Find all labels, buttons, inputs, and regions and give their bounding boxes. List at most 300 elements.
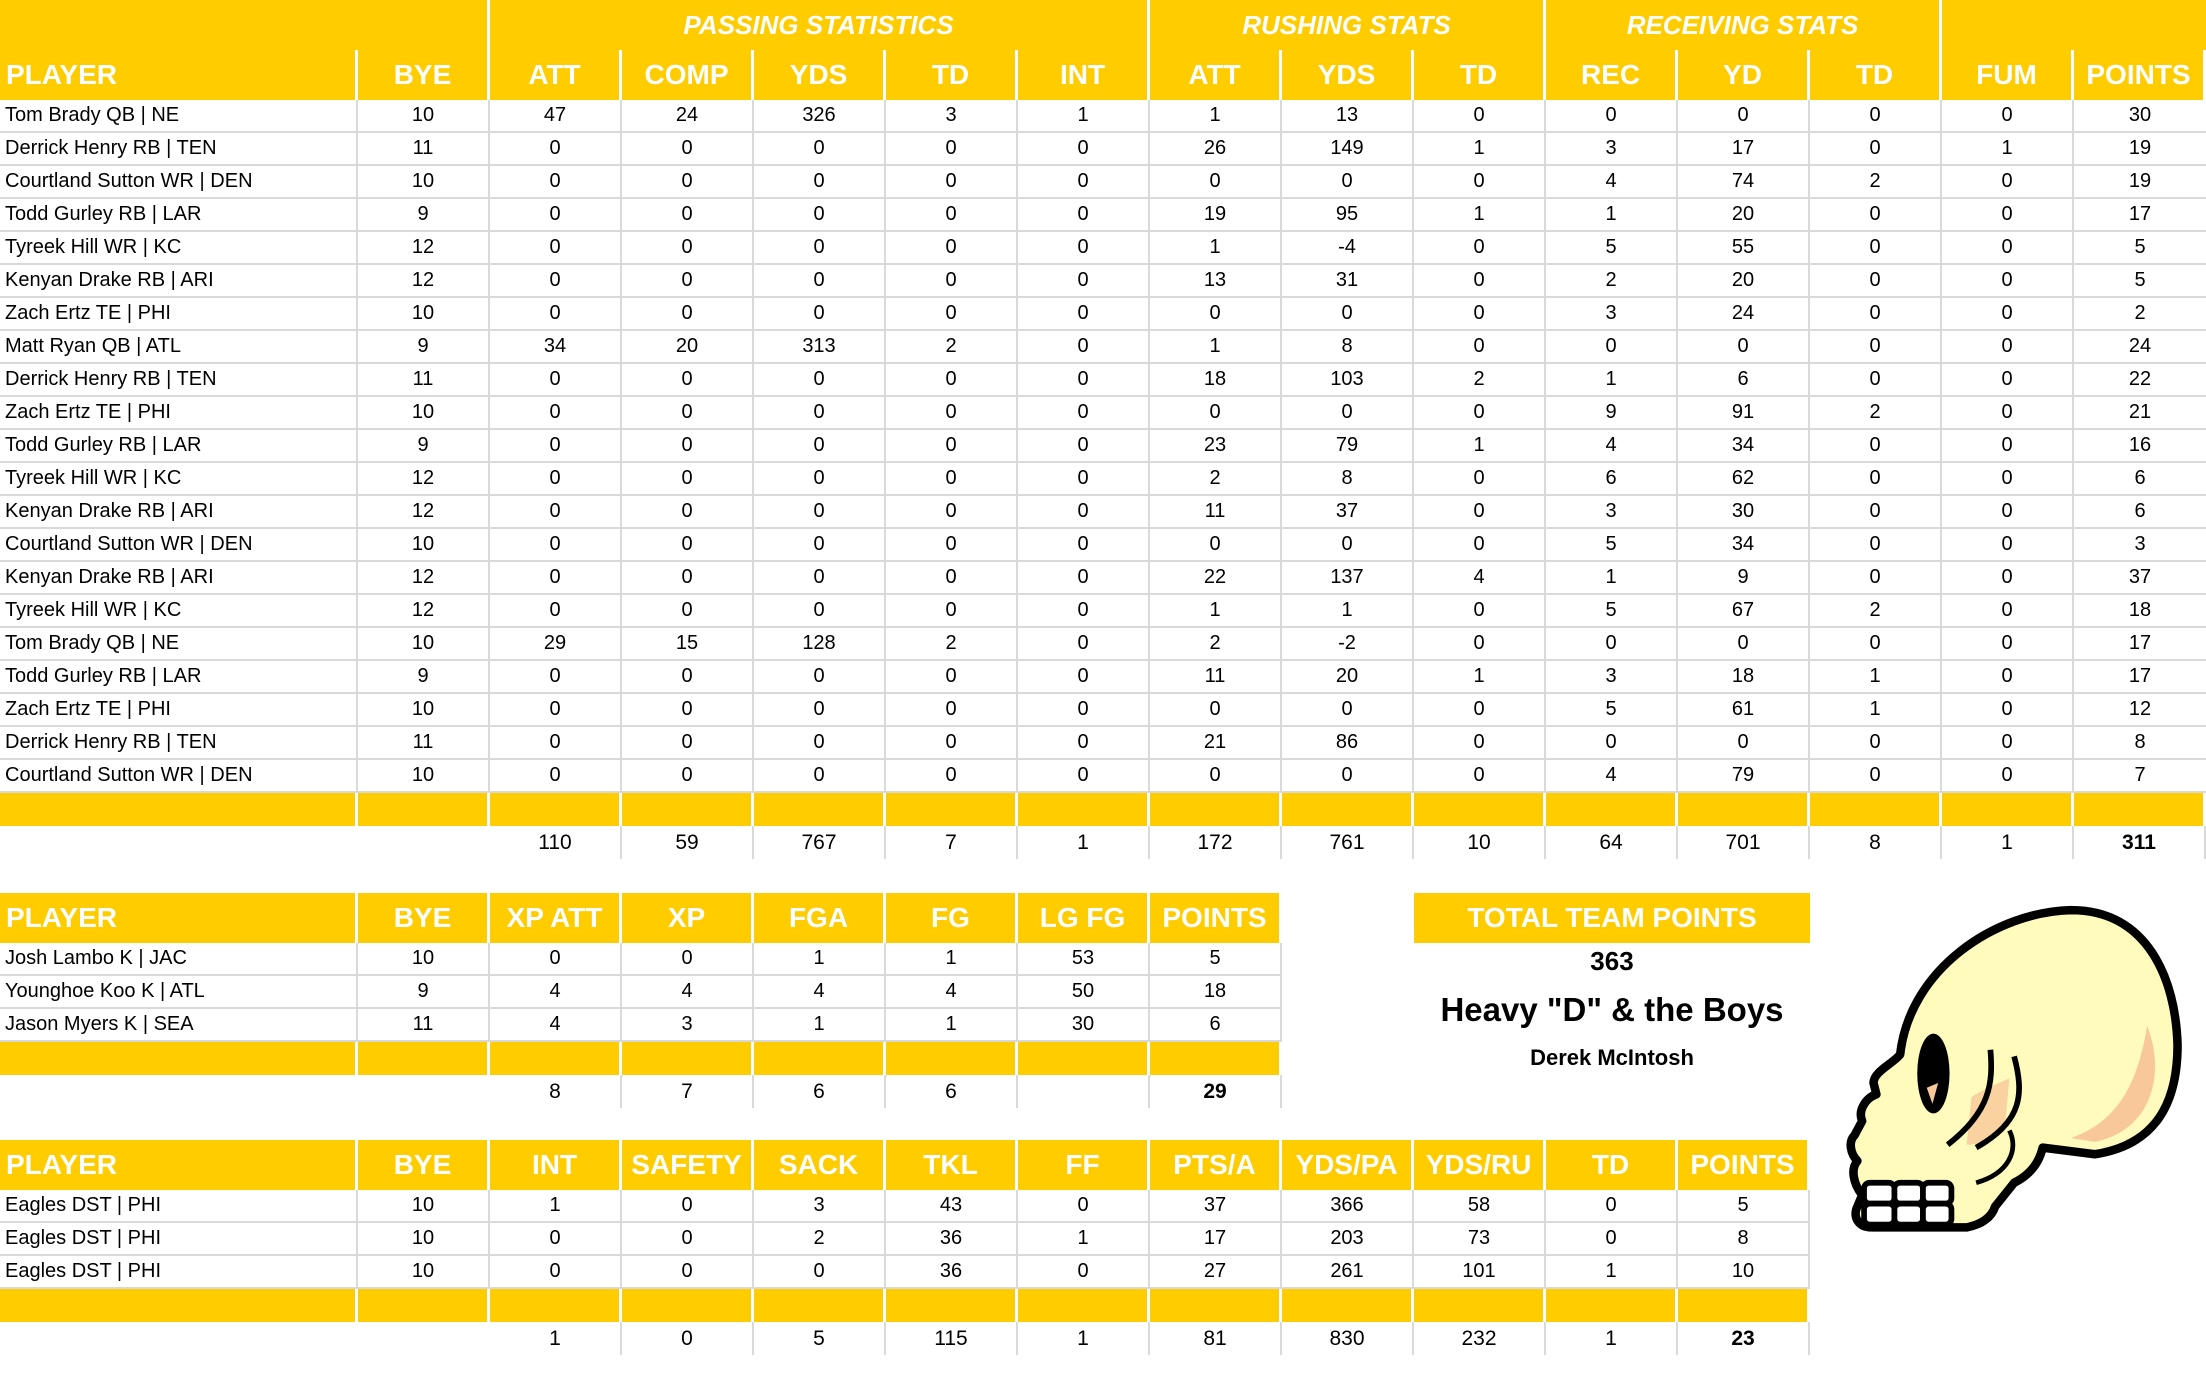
stat-cell-int[interactable]: 0 (1018, 199, 1150, 232)
stat-cell-att[interactable]: 0 (490, 232, 622, 265)
stat-cell-yds[interactable]: 0 (754, 661, 886, 694)
stat-cell-comp[interactable]: 0 (622, 265, 754, 298)
stat-cell-points[interactable]: 30 (2074, 100, 2206, 133)
stat-cell-comp[interactable]: 0 (622, 463, 754, 496)
stat-cell-att[interactable]: 0 (490, 199, 622, 232)
stat-cell-yds-ru[interactable]: 58 (1414, 1190, 1546, 1223)
stat-cell-rec[interactable]: 3 (1546, 661, 1678, 694)
stat-cell-yd[interactable]: 0 (1678, 331, 1810, 364)
stat-cell-att[interactable]: 1 (1150, 100, 1282, 133)
stat-cell-td[interactable]: 0 (1810, 529, 1942, 562)
stat-cell-td[interactable]: 0 (1414, 694, 1546, 727)
stat-cell-tkl[interactable]: 43 (886, 1190, 1018, 1223)
stat-cell-td[interactable]: 1 (1414, 430, 1546, 463)
stat-cell-points[interactable]: 8 (1678, 1223, 1810, 1256)
stat-cell-fga[interactable]: 4 (754, 976, 886, 1009)
stat-cell-att[interactable]: 18 (1150, 364, 1282, 397)
stat-cell-yds-pa[interactable]: 366 (1282, 1190, 1414, 1223)
stat-cell-points[interactable]: 22 (2074, 364, 2206, 397)
stat-cell-td[interactable]: 0 (886, 298, 1018, 331)
stat-cell-td[interactable]: 2 (886, 331, 1018, 364)
stat-cell-ff[interactable]: 0 (1018, 1190, 1150, 1223)
stat-cell-comp[interactable]: 0 (622, 298, 754, 331)
column-header-safety[interactable]: SAFETY (622, 1140, 754, 1190)
stat-cell-yds[interactable]: 0 (754, 232, 886, 265)
stat-cell-fum[interactable]: 0 (1942, 496, 2074, 529)
stat-cell-yd[interactable]: 34 (1678, 430, 1810, 463)
player-name-cell[interactable]: Tom Brady QB | NE (0, 100, 358, 133)
stat-cell-points[interactable]: 37 (2074, 562, 2206, 595)
stat-cell-yds[interactable]: 37 (1282, 496, 1414, 529)
stat-cell-rec[interactable]: 5 (1546, 232, 1678, 265)
stat-cell-yds[interactable]: -4 (1282, 232, 1414, 265)
stat-cell-points[interactable]: 18 (1150, 976, 1282, 1009)
stat-cell-td[interactable]: 1 (1810, 694, 1942, 727)
column-header-ff[interactable]: FF (1018, 1140, 1150, 1190)
stat-cell-lg-fg[interactable]: 50 (1018, 976, 1150, 1009)
stat-cell-points[interactable]: 24 (2074, 331, 2206, 364)
stat-cell-yds-ru[interactable]: 73 (1414, 1223, 1546, 1256)
player-name-cell[interactable]: Kenyan Drake RB | ARI (0, 562, 358, 595)
stat-cell-bye[interactable]: 12 (358, 463, 490, 496)
stat-cell-comp[interactable]: 15 (622, 628, 754, 661)
stat-cell-yds[interactable]: 137 (1282, 562, 1414, 595)
player-name-cell[interactable]: Tyreek Hill WR | KC (0, 595, 358, 628)
stat-cell-yds[interactable]: 0 (754, 199, 886, 232)
stat-cell-yds[interactable]: 128 (754, 628, 886, 661)
stat-cell-yds[interactable]: 20 (1282, 661, 1414, 694)
stat-cell-att[interactable]: 1 (1150, 331, 1282, 364)
column-header-player[interactable]: PLAYER (0, 893, 358, 943)
stat-cell-yds[interactable]: 313 (754, 331, 886, 364)
stat-cell-att[interactable]: 11 (1150, 496, 1282, 529)
stat-cell-lg-fg[interactable]: 53 (1018, 943, 1150, 976)
column-header-int[interactable]: INT (1018, 50, 1150, 100)
column-header-sack[interactable]: SACK (754, 1140, 886, 1190)
stat-cell-att[interactable]: 0 (490, 364, 622, 397)
stat-cell-td[interactable]: 0 (1810, 100, 1942, 133)
stat-cell-int[interactable]: 0 (490, 1223, 622, 1256)
stat-cell-bye[interactable]: 11 (358, 133, 490, 166)
stat-cell-bye[interactable]: 12 (358, 265, 490, 298)
stat-cell-td[interactable]: 0 (1414, 100, 1546, 133)
player-name-cell[interactable]: Jason Myers K | SEA (0, 1009, 358, 1042)
stat-cell-rec[interactable]: 0 (1546, 727, 1678, 760)
stat-cell-fum[interactable]: 0 (1942, 628, 2074, 661)
column-header-yds-pa[interactable]: YDS/PA (1282, 1140, 1414, 1190)
stat-cell-int[interactable]: 1 (490, 1190, 622, 1223)
stat-cell-td[interactable]: 0 (886, 760, 1018, 793)
stat-cell-sack[interactable]: 3 (754, 1190, 886, 1223)
stat-cell-ff[interactable]: 0 (1018, 1256, 1150, 1289)
stat-cell-att[interactable]: 0 (490, 529, 622, 562)
column-header-player[interactable]: PLAYER (0, 1140, 358, 1190)
column-header-int[interactable]: INT (490, 1140, 622, 1190)
stat-cell-int[interactable]: 0 (1018, 265, 1150, 298)
stat-cell-yds[interactable]: 0 (1282, 166, 1414, 199)
stat-cell-bye[interactable]: 10 (358, 166, 490, 199)
stat-cell-yd[interactable]: 0 (1678, 628, 1810, 661)
stat-cell-rec[interactable]: 1 (1546, 562, 1678, 595)
stat-cell-td[interactable]: 2 (886, 628, 1018, 661)
stat-cell-comp[interactable]: 0 (622, 430, 754, 463)
stat-cell-bye[interactable]: 9 (358, 430, 490, 463)
stat-cell-comp[interactable]: 0 (622, 364, 754, 397)
stat-cell-comp[interactable]: 0 (622, 199, 754, 232)
stat-cell-int[interactable]: 0 (1018, 463, 1150, 496)
stat-cell-yds[interactable]: 0 (754, 595, 886, 628)
stat-cell-bye[interactable]: 11 (358, 727, 490, 760)
stat-cell-att[interactable]: 21 (1150, 727, 1282, 760)
stat-cell-yds[interactable]: 0 (754, 562, 886, 595)
stat-cell-td[interactable]: 1 (1414, 133, 1546, 166)
stat-cell-points[interactable]: 6 (2074, 463, 2206, 496)
stat-cell-td[interactable]: 0 (1810, 562, 1942, 595)
stat-cell-yds[interactable]: 8 (1282, 331, 1414, 364)
stat-cell-att[interactable]: 0 (490, 595, 622, 628)
stat-cell-att[interactable]: 11 (1150, 661, 1282, 694)
stat-cell-td[interactable]: 0 (1810, 727, 1942, 760)
stat-cell-td[interactable]: 0 (1546, 1190, 1678, 1223)
stat-cell-points[interactable]: 6 (2074, 496, 2206, 529)
column-header-rec[interactable]: REC (1546, 50, 1678, 100)
stat-cell-fum[interactable]: 1 (1942, 133, 2074, 166)
stat-cell-yds-ru[interactable]: 101 (1414, 1256, 1546, 1289)
stat-cell-int[interactable]: 0 (1018, 661, 1150, 694)
stat-cell-yds[interactable]: 0 (754, 364, 886, 397)
stat-cell-fum[interactable]: 0 (1942, 760, 2074, 793)
stat-cell-td[interactable]: 0 (886, 595, 1018, 628)
stat-cell-yd[interactable]: 67 (1678, 595, 1810, 628)
stat-cell-att[interactable]: 2 (1150, 463, 1282, 496)
stat-cell-att[interactable]: 1 (1150, 232, 1282, 265)
stat-cell-points[interactable]: 21 (2074, 397, 2206, 430)
stat-cell-int[interactable]: 0 (1018, 364, 1150, 397)
stat-cell-yd[interactable]: 9 (1678, 562, 1810, 595)
stat-cell-fg[interactable]: 1 (886, 943, 1018, 976)
stat-cell-td[interactable]: 0 (1414, 463, 1546, 496)
stat-cell-rec[interactable]: 6 (1546, 463, 1678, 496)
stat-cell-td[interactable]: 0 (1810, 760, 1942, 793)
stat-cell-fga[interactable]: 1 (754, 943, 886, 976)
stat-cell-att[interactable]: 0 (1150, 529, 1282, 562)
stat-cell-rec[interactable]: 0 (1546, 628, 1678, 661)
player-name-cell[interactable]: Courtland Sutton WR | DEN (0, 760, 358, 793)
stat-cell-att[interactable]: 0 (490, 133, 622, 166)
column-header-player[interactable]: PLAYER (0, 50, 358, 100)
stat-cell-yd[interactable]: 18 (1678, 661, 1810, 694)
player-name-cell[interactable]: Matt Ryan QB | ATL (0, 331, 358, 364)
stat-cell-xp-att[interactable]: 4 (490, 1009, 622, 1042)
stat-cell-yds[interactable]: 0 (1282, 397, 1414, 430)
stat-cell-int[interactable]: 0 (1018, 166, 1150, 199)
stat-cell-yds[interactable]: 0 (1282, 529, 1414, 562)
stat-cell-yd[interactable]: 91 (1678, 397, 1810, 430)
stat-cell-td[interactable]: 0 (1810, 496, 1942, 529)
stat-cell-comp[interactable]: 24 (622, 100, 754, 133)
stat-cell-yd[interactable]: 17 (1678, 133, 1810, 166)
column-header-yd[interactable]: YD (1678, 50, 1810, 100)
stat-cell-fum[interactable]: 0 (1942, 430, 2074, 463)
stat-cell-rec[interactable]: 0 (1546, 331, 1678, 364)
stat-cell-td[interactable]: 2 (1810, 595, 1942, 628)
stat-cell-bye[interactable]: 10 (358, 298, 490, 331)
column-header-pts-a[interactable]: PTS/A (1150, 1140, 1282, 1190)
stat-cell-rec[interactable]: 5 (1546, 595, 1678, 628)
stat-cell-att[interactable]: 26 (1150, 133, 1282, 166)
stat-cell-yd[interactable]: 6 (1678, 364, 1810, 397)
stat-cell-points[interactable]: 18 (2074, 595, 2206, 628)
stat-cell-points[interactable]: 2 (2074, 298, 2206, 331)
stat-cell-fg[interactable]: 1 (886, 1009, 1018, 1042)
stat-cell-bye[interactable]: 10 (358, 100, 490, 133)
stat-cell-safety[interactable]: 0 (622, 1256, 754, 1289)
stat-cell-td[interactable]: 0 (886, 694, 1018, 727)
stat-cell-points[interactable]: 19 (2074, 133, 2206, 166)
stat-cell-yds[interactable]: 326 (754, 100, 886, 133)
stat-cell-att[interactable]: 0 (490, 166, 622, 199)
stat-cell-ff[interactable]: 1 (1018, 1223, 1150, 1256)
stat-cell-fum[interactable]: 0 (1942, 463, 2074, 496)
stat-cell-yds[interactable]: 0 (754, 463, 886, 496)
stat-cell-yds[interactable]: 0 (754, 166, 886, 199)
stat-cell-yd[interactable]: 34 (1678, 529, 1810, 562)
stat-cell-comp[interactable]: 0 (622, 694, 754, 727)
stat-cell-int[interactable]: 0 (1018, 760, 1150, 793)
player-name-cell[interactable]: Josh Lambo K | JAC (0, 943, 358, 976)
stat-cell-bye[interactable]: 10 (358, 628, 490, 661)
column-header-td[interactable]: TD (1546, 1140, 1678, 1190)
stat-cell-yds[interactable]: 149 (1282, 133, 1414, 166)
stat-cell-td[interactable]: 3 (886, 100, 1018, 133)
stat-cell-xp-att[interactable]: 0 (490, 943, 622, 976)
column-header-tkl[interactable]: TKL (886, 1140, 1018, 1190)
stat-cell-yds-pa[interactable]: 203 (1282, 1223, 1414, 1256)
stat-cell-points[interactable]: 7 (2074, 760, 2206, 793)
stat-cell-td[interactable]: 0 (1810, 265, 1942, 298)
player-name-cell[interactable]: Courtland Sutton WR | DEN (0, 529, 358, 562)
stat-cell-att[interactable]: 34 (490, 331, 622, 364)
stat-cell-rec[interactable]: 4 (1546, 430, 1678, 463)
stat-cell-att[interactable]: 19 (1150, 199, 1282, 232)
stat-cell-rec[interactable]: 0 (1546, 100, 1678, 133)
stat-cell-td[interactable]: 0 (886, 133, 1018, 166)
player-name-cell[interactable]: Younghoe Koo K | ATL (0, 976, 358, 1009)
column-header-att[interactable]: ATT (1150, 50, 1282, 100)
stat-cell-att[interactable]: 0 (490, 430, 622, 463)
stat-cell-td[interactable]: 1 (1810, 661, 1942, 694)
stat-cell-td[interactable]: 0 (1414, 298, 1546, 331)
stat-cell-pts-a[interactable]: 37 (1150, 1190, 1282, 1223)
stat-cell-points[interactable]: 12 (2074, 694, 2206, 727)
stat-cell-tkl[interactable]: 36 (886, 1256, 1018, 1289)
stat-cell-comp[interactable]: 0 (622, 133, 754, 166)
stat-cell-td[interactable]: 0 (886, 166, 1018, 199)
stat-cell-bye[interactable]: 10 (358, 694, 490, 727)
stat-cell-td[interactable]: 0 (886, 463, 1018, 496)
stat-cell-bye[interactable]: 10 (358, 760, 490, 793)
stat-cell-td[interactable]: 0 (886, 529, 1018, 562)
stat-cell-rec[interactable]: 5 (1546, 694, 1678, 727)
stat-cell-att[interactable]: 13 (1150, 265, 1282, 298)
player-name-cell[interactable]: Derrick Henry RB | TEN (0, 727, 358, 760)
stat-cell-yds[interactable]: 79 (1282, 430, 1414, 463)
stat-cell-td[interactable]: 0 (1414, 265, 1546, 298)
stat-cell-fum[interactable]: 0 (1942, 166, 2074, 199)
stat-cell-fum[interactable]: 0 (1942, 562, 2074, 595)
stat-cell-yds[interactable]: 0 (754, 529, 886, 562)
stat-cell-yd[interactable]: 24 (1678, 298, 1810, 331)
stat-cell-td[interactable]: 0 (1546, 1223, 1678, 1256)
stat-cell-int[interactable]: 0 (490, 1256, 622, 1289)
stat-cell-fum[interactable]: 0 (1942, 232, 2074, 265)
stat-cell-yd[interactable]: 0 (1678, 100, 1810, 133)
stat-cell-att[interactable]: 0 (490, 562, 622, 595)
stat-cell-bye[interactable]: 12 (358, 595, 490, 628)
stat-cell-points[interactable]: 17 (2074, 628, 2206, 661)
stat-cell-xp[interactable]: 4 (622, 976, 754, 1009)
player-name-cell[interactable]: Kenyan Drake RB | ARI (0, 496, 358, 529)
stat-cell-fum[interactable]: 0 (1942, 661, 2074, 694)
stat-cell-td[interactable]: 0 (886, 661, 1018, 694)
stat-cell-td[interactable]: 0 (1414, 595, 1546, 628)
stat-cell-td[interactable]: 0 (886, 397, 1018, 430)
stat-cell-comp[interactable]: 0 (622, 562, 754, 595)
stat-cell-pts-a[interactable]: 27 (1150, 1256, 1282, 1289)
stat-cell-fg[interactable]: 4 (886, 976, 1018, 1009)
stat-cell-bye[interactable]: 10 (358, 1190, 490, 1223)
stat-cell-comp[interactable]: 0 (622, 595, 754, 628)
stat-cell-att[interactable]: 0 (1150, 166, 1282, 199)
stat-cell-yds[interactable]: 86 (1282, 727, 1414, 760)
stat-cell-fum[interactable]: 0 (1942, 529, 2074, 562)
stat-cell-att[interactable]: 29 (490, 628, 622, 661)
stat-cell-lg-fg[interactable]: 30 (1018, 1009, 1150, 1042)
stat-cell-att[interactable]: 47 (490, 100, 622, 133)
stat-cell-yds[interactable]: 0 (754, 430, 886, 463)
stat-cell-att[interactable]: 0 (490, 397, 622, 430)
column-header-comp[interactable]: COMP (622, 50, 754, 100)
stat-cell-td[interactable]: 0 (1810, 628, 1942, 661)
stat-cell-td[interactable]: 1 (1546, 1256, 1678, 1289)
stat-cell-att[interactable]: 0 (1150, 397, 1282, 430)
column-header-td[interactable]: TD (1810, 50, 1942, 100)
stat-cell-yd[interactable]: 20 (1678, 265, 1810, 298)
player-name-cell[interactable]: Derrick Henry RB | TEN (0, 133, 358, 166)
stat-cell-td[interactable]: 0 (1810, 331, 1942, 364)
stat-cell-fum[interactable]: 0 (1942, 298, 2074, 331)
stat-cell-comp[interactable]: 0 (622, 166, 754, 199)
stat-cell-td[interactable]: 0 (1414, 397, 1546, 430)
stat-cell-rec[interactable]: 5 (1546, 529, 1678, 562)
stat-cell-bye[interactable]: 10 (358, 943, 490, 976)
column-header-points[interactable]: POINTS (1150, 893, 1282, 943)
stat-cell-bye[interactable]: 9 (358, 976, 490, 1009)
stat-cell-td[interactable]: 0 (886, 430, 1018, 463)
stat-cell-bye[interactable]: 9 (358, 199, 490, 232)
column-header-yds[interactable]: YDS (1282, 50, 1414, 100)
stat-cell-td[interactable]: 1 (1414, 661, 1546, 694)
stat-cell-points[interactable]: 5 (1150, 943, 1282, 976)
stat-cell-yds[interactable]: 0 (754, 298, 886, 331)
stat-cell-yds[interactable]: 31 (1282, 265, 1414, 298)
stat-cell-yd[interactable]: 0 (1678, 727, 1810, 760)
stat-cell-att[interactable]: 23 (1150, 430, 1282, 463)
stat-cell-td[interactable]: 1 (1414, 199, 1546, 232)
column-header-points[interactable]: POINTS (2074, 50, 2206, 100)
stat-cell-fum[interactable]: 0 (1942, 595, 2074, 628)
stat-cell-td[interactable]: 0 (886, 727, 1018, 760)
stat-cell-att[interactable]: 0 (490, 496, 622, 529)
stat-cell-att[interactable]: 0 (490, 727, 622, 760)
stat-cell-bye[interactable]: 9 (358, 331, 490, 364)
stat-cell-att[interactable]: 0 (490, 463, 622, 496)
player-name-cell[interactable]: Zach Ertz TE | PHI (0, 694, 358, 727)
column-header-td[interactable]: TD (886, 50, 1018, 100)
player-name-cell[interactable]: Tyreek Hill WR | KC (0, 463, 358, 496)
player-name-cell[interactable]: Zach Ertz TE | PHI (0, 298, 358, 331)
stat-cell-rec[interactable]: 3 (1546, 298, 1678, 331)
stat-cell-yds[interactable]: 8 (1282, 463, 1414, 496)
stat-cell-td[interactable]: 0 (1810, 463, 1942, 496)
stat-cell-safety[interactable]: 0 (622, 1190, 754, 1223)
column-header-yds-ru[interactable]: YDS/RU (1414, 1140, 1546, 1190)
stat-cell-yds[interactable]: 13 (1282, 100, 1414, 133)
stat-cell-yd[interactable]: 79 (1678, 760, 1810, 793)
player-name-cell[interactable]: Eagles DST | PHI (0, 1256, 358, 1289)
stat-cell-bye[interactable]: 11 (358, 364, 490, 397)
stat-cell-yds[interactable]: 0 (754, 496, 886, 529)
stat-cell-bye[interactable]: 12 (358, 562, 490, 595)
player-name-cell[interactable]: Zach Ertz TE | PHI (0, 397, 358, 430)
player-name-cell[interactable]: Tom Brady QB | NE (0, 628, 358, 661)
stat-cell-yds[interactable]: 0 (754, 694, 886, 727)
column-header-lg-fg[interactable]: LG FG (1018, 893, 1150, 943)
stat-cell-int[interactable]: 0 (1018, 430, 1150, 463)
stat-cell-td[interactable]: 0 (886, 265, 1018, 298)
player-name-cell[interactable]: Todd Gurley RB | LAR (0, 661, 358, 694)
stat-cell-td[interactable]: 0 (886, 232, 1018, 265)
stat-cell-int[interactable]: 0 (1018, 133, 1150, 166)
stat-cell-rec[interactable]: 4 (1546, 760, 1678, 793)
column-header-td[interactable]: TD (1414, 50, 1546, 100)
stat-cell-yds[interactable]: 0 (1282, 760, 1414, 793)
player-name-cell[interactable]: Eagles DST | PHI (0, 1190, 358, 1223)
stat-cell-td[interactable]: 2 (1414, 364, 1546, 397)
stat-cell-points[interactable]: 5 (2074, 232, 2206, 265)
stat-cell-rec[interactable]: 1 (1546, 199, 1678, 232)
stat-cell-int[interactable]: 0 (1018, 694, 1150, 727)
stat-cell-td[interactable]: 0 (1414, 331, 1546, 364)
stat-cell-fum[interactable]: 0 (1942, 364, 2074, 397)
player-name-cell[interactable]: Todd Gurley RB | LAR (0, 430, 358, 463)
stat-cell-fum[interactable]: 0 (1942, 694, 2074, 727)
column-header-points[interactable]: POINTS (1678, 1140, 1810, 1190)
stat-cell-yd[interactable]: 74 (1678, 166, 1810, 199)
stat-cell-td[interactable]: 0 (1414, 760, 1546, 793)
stat-cell-td[interactable]: 4 (1414, 562, 1546, 595)
stat-cell-att[interactable]: 2 (1150, 628, 1282, 661)
stat-cell-int[interactable]: 0 (1018, 727, 1150, 760)
stat-cell-yds[interactable]: 0 (754, 727, 886, 760)
stat-cell-bye[interactable]: 12 (358, 232, 490, 265)
stat-cell-att[interactable]: 0 (490, 298, 622, 331)
column-header-fum[interactable]: FUM (1942, 50, 2074, 100)
player-name-cell[interactable]: Todd Gurley RB | LAR (0, 199, 358, 232)
stat-cell-yd[interactable]: 20 (1678, 199, 1810, 232)
stat-cell-att[interactable]: 0 (1150, 760, 1282, 793)
column-header-fga[interactable]: FGA (754, 893, 886, 943)
